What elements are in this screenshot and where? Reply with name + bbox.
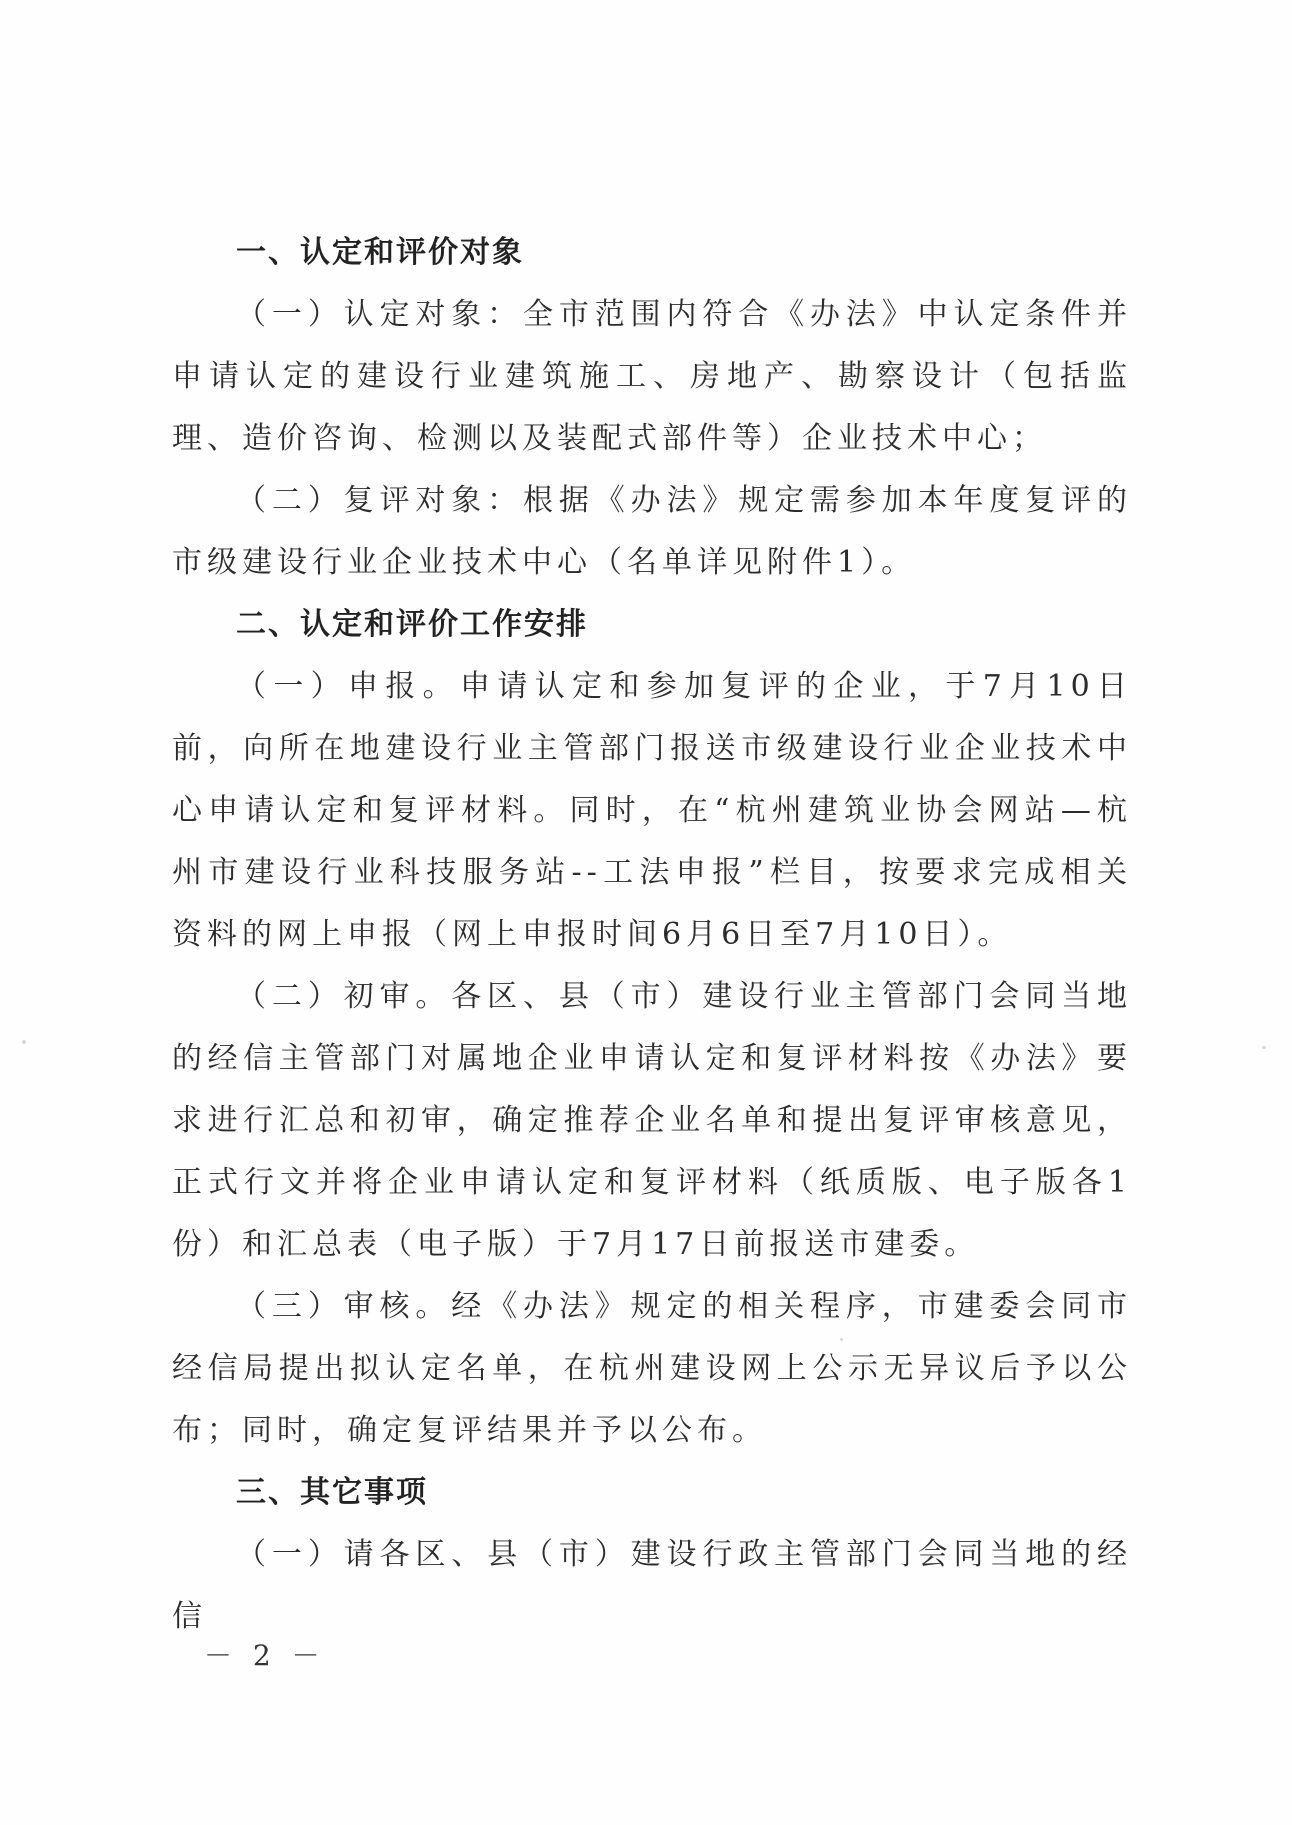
paragraph-recognition-target: （一）认定对象：全市范围内符合《办法》中认定条件并申请认定的建设行业建筑施工、房地产、勘察设计（包括监理、造价咨询、检测以及装配式部件等）企业技术中心；	[172, 297, 1132, 456]
section-heading-3: 三、其它事项	[236, 1475, 428, 1510]
paragraph-other-matters: （一）请各区、县（市）建设行政主管部门会同当地的经信	[172, 1537, 1132, 1634]
scan-speck	[1262, 1046, 1266, 1049]
document-body	[172, 222, 1132, 1648]
page-number: － 2 －	[204, 1639, 326, 1672]
section-heading-1: 一、认定和评价对象	[236, 235, 524, 270]
paragraph-declaration: （一）申报。申请认定和参加复评的企业，于7月10日前，向所在地建设行业主管部门报送市级建设行业企业技术中心申请认定和复评材料。同时，在“杭州建筑业协会网站—杭州市建设行业科技服务站--工法申报”栏目，按要求完成相关资料的网上申报（网上申报时间6月6日至7月10日）。	[172, 669, 1132, 952]
scan-speck	[22, 1040, 26, 1044]
paragraph-preliminary-review: （二）初审。各区、县（市）建设行业主管部门会同当地的经信主管部门对属地企业申请认定和复评材料按《办法》要求进行汇总和初审，确定推荐企业名单和提出复评审核意见，正式行文并将企业申请认定和复评材料（纸质版、电子版各1份）和汇总表（电子版）于7月17日前报送市建委。	[172, 979, 1132, 1262]
paragraph-review-target: （二）复评对象：根据《办法》规定需参加本年度复评的市级建设行业企业技术中心（名单详见附件1）。	[172, 483, 1132, 580]
section-heading-2: 二、认定和评价工作安排	[236, 607, 588, 642]
paragraph-audit: （三）审核。经《办法》规定的相关程序，市建委会同市经信局提出拟认定名单，在杭州建设网上公示无异议后予以公布；同时，确定复评结果并予以公布。	[172, 1289, 1132, 1448]
